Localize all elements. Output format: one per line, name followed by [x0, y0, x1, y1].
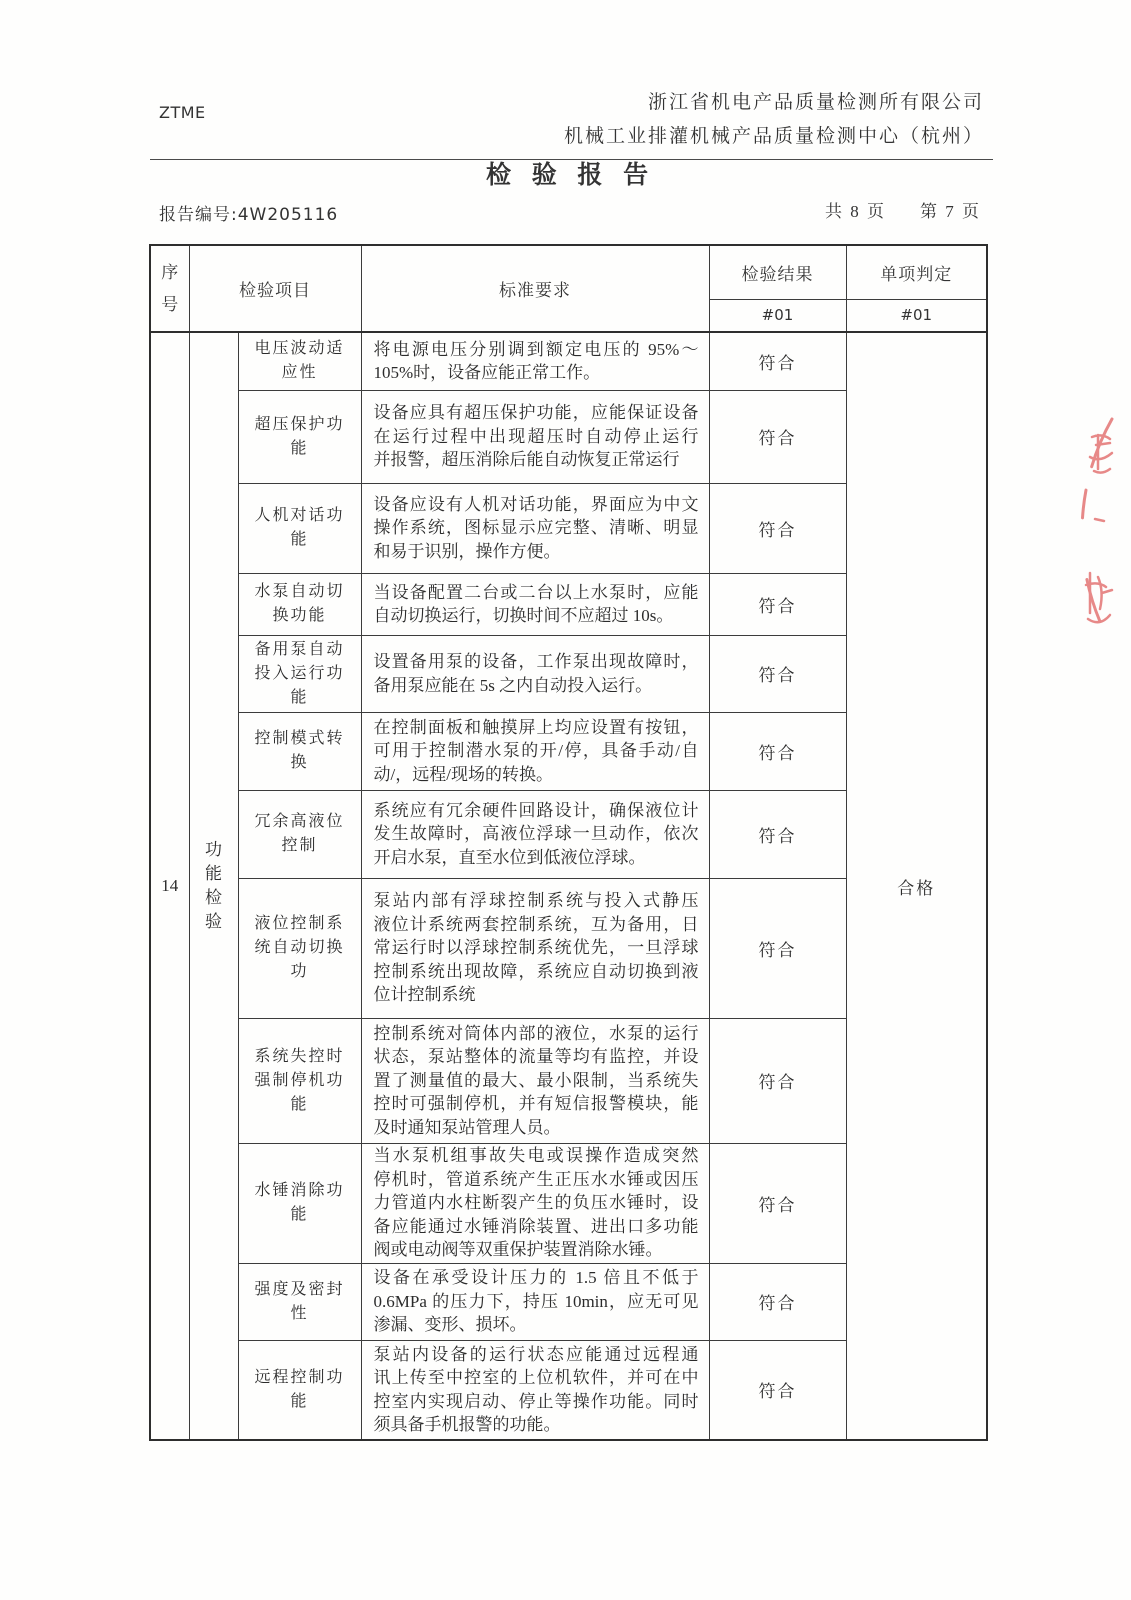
standard-line: 停机时，管道系统产生正压水水锤或因压: [373, 1169, 699, 1189]
standard-line: 控制系统对筒体内部的液位，水泵的运行: [373, 1023, 699, 1043]
item-name: 人机对话功能: [254, 507, 345, 548]
item-cell: [238, 1263, 361, 1340]
standard-line: 控室内实现启动、停止等操作功能。同时: [373, 1391, 699, 1411]
standard-line: 设备在承受设计压力的 1.5 倍且不低于: [373, 1268, 699, 1288]
report-number: 报告编号:4W205116: [159, 205, 339, 225]
standard-line: 当设备配置二台或二台以上水泵时，应能: [373, 582, 699, 602]
current-page: 第 7 页: [920, 202, 981, 221]
standard-cell: [361, 1143, 709, 1263]
standard-cell: [361, 1340, 709, 1440]
item-name: 水泵自动切换功能: [254, 583, 345, 624]
inspection-table: [149, 244, 988, 1441]
standard-line: 当水泵机组事故失电或误操作造成突然: [373, 1146, 699, 1166]
header-item: 检验项目: [189, 245, 361, 332]
standard-cell: [361, 332, 709, 390]
standard-line: 系统应有冗余硬件回路设计，确保液位计: [373, 800, 699, 820]
standard-line: 常运行时以浮球控制系统优先，一旦浮球: [373, 938, 699, 958]
result-cell: 符合: [709, 790, 846, 878]
result-cell: 符合: [709, 1143, 846, 1263]
header-serial-label: 序号: [161, 262, 180, 315]
item-name: 控制模式转换: [254, 730, 345, 771]
standard-line: 105%时，设备应能正常工作。: [373, 363, 601, 383]
result-cell: 符合: [709, 635, 846, 712]
item-name: 备用泵自动投入运行功能: [254, 640, 345, 706]
standard-line: 泵站内设备的运行状态应能通过远程通: [373, 1344, 699, 1364]
header-judgment-sample: #01: [846, 299, 987, 332]
item-cell: [238, 1340, 361, 1440]
item-cell: [238, 390, 361, 483]
seal-icon: [1068, 415, 1131, 650]
standard-line: 力管道内水柱断裂产生的负压水锤时，设: [373, 1193, 699, 1213]
standard-line: 0.6MPa 的压力下，持压 10min，应无可见: [373, 1291, 699, 1311]
standard-cell: [361, 635, 709, 712]
result-cell: 符合: [709, 483, 846, 573]
standard-line: 控制系统出现故障，系统应自动切换到液: [373, 961, 699, 981]
judgment-cell: 合格: [846, 332, 987, 1440]
header-row: [150, 245, 987, 299]
item-name: 超压保护功能: [254, 415, 345, 457]
standard-line: 开启水泵，直至水位到低液位浮球。: [373, 847, 646, 867]
result-cell: 符合: [709, 1340, 846, 1440]
standard-line: 将电源电压分别调到额定电压的 95%～: [373, 339, 699, 359]
result-cell: 符合: [709, 1263, 846, 1340]
item-cell: [238, 712, 361, 790]
standard-line: 发生故障时，高液位浮球一旦动作，依次: [373, 824, 699, 844]
standard-cell: [361, 1263, 709, 1340]
standard-line: 可用于控制潜水泵的开/停，具备手动/自: [373, 741, 699, 761]
standard-cell: [361, 390, 709, 483]
item-cell: [238, 483, 361, 573]
table-row: [150, 332, 987, 390]
result-cell: 符合: [709, 332, 846, 390]
item-name: 系统失控时强制停机功能: [254, 1047, 345, 1113]
standard-line: 在运行过程中出现超压时自动停止运行: [373, 426, 699, 446]
header-standard: 标准要求: [361, 245, 709, 332]
standard-line: 液位计系统两套控制系统，互为备用，日: [373, 914, 699, 934]
standard-line: 设置备用泵的设备，工作泵出现故障时，: [373, 652, 699, 671]
standard-cell: [361, 483, 709, 573]
item-cell: [238, 1018, 361, 1143]
standard-line: 设备应具有超压保护功能，应能保证设备: [373, 403, 699, 423]
result-cell: 符合: [709, 573, 846, 635]
standard-line: 操作系统，图标显示应完整、清晰、明显: [373, 518, 699, 538]
seal-glyph-fragment: [1086, 573, 1112, 622]
item-name: 强度及密封性: [254, 1280, 345, 1322]
standard-line: 须具备手机报警的功能。: [373, 1415, 561, 1435]
standard-cell: [361, 573, 709, 635]
brand-mark: ZTME: [159, 103, 206, 122]
item-name: 冗余高液位控制: [254, 813, 345, 854]
item-cell: [238, 573, 361, 635]
standard-line: 置了测量值的最大、最小限制，当系统失: [373, 1070, 699, 1090]
standard-line: 并报警，超压消除后能自动恢复正常运行: [373, 450, 680, 470]
header-result-sample: #01: [709, 299, 846, 332]
result-cell: 符合: [709, 712, 846, 790]
standard-line: 渗漏、变形、损坏。: [373, 1315, 527, 1335]
item-cell: [238, 1143, 361, 1263]
header-judgment: 单项判定: [846, 245, 987, 299]
item-cell: [238, 878, 361, 1018]
standard-line: 备应能通过水锤消除装置、进出口多功能: [373, 1216, 699, 1236]
result-cell: 符合: [709, 390, 846, 483]
standard-cell: [361, 878, 709, 1018]
standard-line: 在控制面板和触摸屏上均应设置有按钮，: [373, 717, 699, 737]
standard-line: 和易于识别，操作方便。: [373, 541, 561, 561]
standard-line: 动/，远程/现场的转换。: [373, 764, 553, 784]
standard-cell: [361, 790, 709, 878]
standard-line: 位计控制系统: [373, 985, 476, 1005]
total-pages: 共 8 页: [825, 202, 886, 221]
org-name: 浙江省机电产品质量检测所有限公司: [647, 92, 984, 113]
category-cell: [189, 332, 238, 1440]
standard-line: 泵站内部有浮球控制系统与投入式静压: [373, 891, 699, 911]
standard-line: 讯上传至中控室的上位机软件，并可在中: [373, 1368, 699, 1388]
report-title: 检 验 报 告: [486, 160, 655, 189]
standard-cell: [361, 1018, 709, 1143]
red-seal-fragment: [1068, 415, 1131, 650]
result-cell: 符合: [709, 1018, 846, 1143]
standard-line: 控时可强制停机，并有短信报警模块，能: [373, 1094, 699, 1114]
standard-line: 自动切换运行，切换时间不应超过 10s。: [373, 606, 674, 625]
standard-line: 及时通知泵站管理人员。: [373, 1117, 561, 1137]
seal-mark-fragment: [1095, 519, 1104, 521]
standard-line: 备用泵应能在 5s 之内自动投入运行。: [373, 675, 653, 695]
item-name: 液位控制系统自动切换功: [254, 915, 345, 980]
standard-line: 阀或电动阀等双重保护装置消除水锤。: [373, 1240, 663, 1260]
header-result: 检验结果: [709, 245, 846, 299]
standard-line: 状态，泵站整体的流量等均有监控，并设: [373, 1047, 699, 1067]
result-cell: 符合: [709, 878, 846, 1018]
category-label: 功能检验: [205, 840, 222, 931]
standard-cell: [361, 712, 709, 790]
standard-line: 设备应设有人机对话功能，界面应为中文: [373, 494, 699, 514]
item-name: 远程控制功能: [254, 1368, 345, 1410]
serial-number: 14: [150, 332, 189, 1440]
item-name: 水锤消除功能: [254, 1182, 345, 1223]
item-cell: [238, 635, 361, 712]
header-serial: [150, 245, 189, 332]
item-cell: [238, 790, 361, 878]
item-cell: [238, 332, 361, 390]
center-name: 机械工业排灌机械产品质量检测中心（杭州）: [563, 126, 984, 147]
item-name: 电压波动适应性: [254, 340, 345, 382]
